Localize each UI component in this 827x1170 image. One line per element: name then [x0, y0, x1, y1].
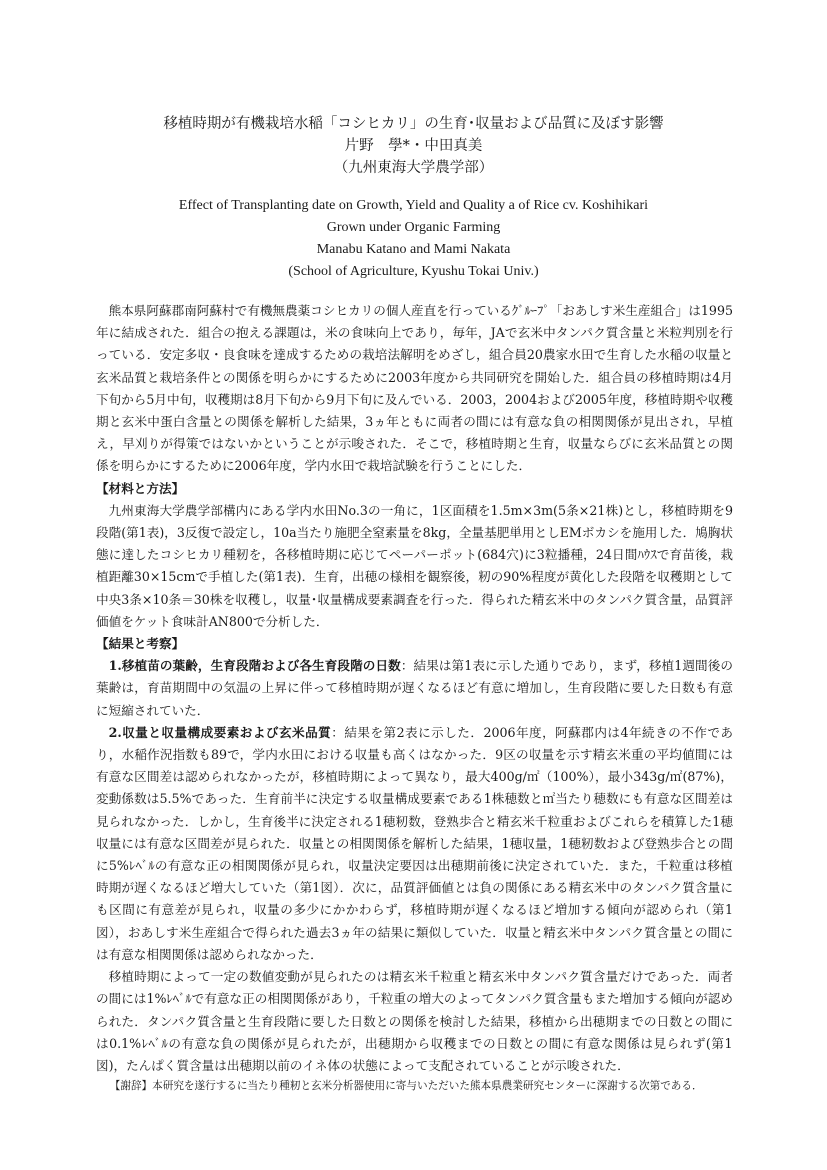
acknowledgement	[96, 1077, 733, 1095]
authors-en: Manabu Katano and Mami Nakata	[316, 242, 511, 257]
methods-heading: 【材料と方法】	[96, 480, 185, 496]
paper-title-en-line2: Grown under Organic Farming	[326, 220, 501, 235]
results-section-1-title: 1.移植苗の葉齢，生育段階および各生育段階の日数	[108, 658, 401, 674]
intro-paragraph: 熊本県阿蘇郡南阿蘇村で有機無農薬コシヒカリの個人産直を行っているｸﾞﾙｰﾌﾟ「おあしす米生産組合」は1995年に結成された．組合の抱える課題は，米の食味向上であり，毎年，JAで玄米中タンパク質含量と米粒判別を行っている．安定多収・良食味を達成するための栽培法解明をめざし，組合員20農家水田で生育した水稲の収量と玄米品質と栽培条件との関係を明らかにするために2003年度から共同研究を開始した．組合員の移植時期は4月下旬から5月中旬，収穫期は8月下旬から9月下旬に及んでいる．2003，2004および2005年度，移植時期や収穫期と玄米中蛋白含量との関係を解析した結果，3ヵ年ともに両者の間には有意な負の相関関係が見出され，早植え，早刈りが得策ではないかということが示唆された．そこで，移植時期と生育，収量ならびに玄米品質との関係を明らかにするために2006年度，学内水田で栽培試験を行うことにした．	[96, 303, 733, 474]
acknowledgement-text: 本研究を遂行するに当たり種籾と玄米分析器使用に寄与いただいた熊本県農業研究センターに深謝する次第である．	[152, 1080, 703, 1093]
results-section-2-text: ：結果を第2表に示した．2006年度，阿蘇郡内は4年続きの不作であり，水稲作況指数も89で，学内水田における収量も高くはなかった．9区の収量を示す精玄米重の平均値間には有意な区間差は認められなかったが，移植時期によって異なり，最大400g/㎡（100%），最小343g/㎡(87%)，変動係数は5.5%であった．生育前半に決定する収量構成要素である1株穂数と㎡当たり穂数にも有意な区間差は見られなかった．しかし，生育後半に決定される1穂籾数，登熟歩合と精玄米千粒重およびこれらを積算した1穂収量には有意な区間差が見られた．収量との相関関係を解析した結果，1穂収量，1穂籾数および登熟歩合との間に5%ﾚﾍﾞﾙの有意な正の相関関係が見られ，収量決定要因は出穂期前後に決定されていた．また，千粒重は移植時期が遅くなるほど増大していた（第1図）．次に，品質評価値とは負の関係にある精玄米中のタンパク質含量にも区間に有意差が見られ，収量の多少にかかわらず，移植時期が遅くなるほど増加する傾向が認められ（第1図），おあしす米生産組合で得られた過去3ヵ年の結果に類似していた．収量と精玄米中タンパク質含量との間には有意な相関関係は認められなかった．	[96, 724, 733, 962]
results-section-1	[96, 655, 733, 722]
japanese-header	[0, 113, 827, 179]
results-section-1-text: ：結果は第1表に示した通りであり，まず，移植1週間後の葉齢は，育苗期間中の気温の上昇に伴って移植時期が遅くなるほど有意に増加し，生育段階に要した日数も有意に短縮されていた．	[96, 658, 733, 718]
paper-body	[96, 300, 733, 1095]
paper-title-en-line1: Effect of Transplanting date on Growth, Yield and Quality a of Rice cv. Koshihikari	[178, 198, 649, 213]
authors-jp: 片野 學*・中田真美	[344, 138, 483, 154]
affiliation-en: (School of Agriculture, Kyushu Tokai Univ.)	[288, 264, 539, 279]
results-section-2-title: 2.収量と収量構成要素および玄米品質	[108, 724, 332, 740]
paper-title-jp: 移植時期が有機栽培水稲「コシヒカリ」の生育･収量および品質に及ぼす影響	[163, 116, 664, 132]
methods-paragraph: 九州東海大学農学部構内にある学内水田No.3の一角に，1区面積を1.5m×3m(5条×21株)とし，移植時期を9段階(第1表)，3反復で設定し，10a当たり施肥全窒素量を8kg，全量基肥単用としEMボカシを施用した．鳩胸状態に達したコシヒカリ種籾を，各移植時期に応じてペーパーポット(684穴)に3粒播種，24日間ﾊｳｽで育苗後，栽植距離30×15cmで手植した(第1表)．生育，出穂の様相を観察後，籾の90%程度が黄化した段階を収穫期として中央3条×10条＝30株を収穫し，収量･収量構成要素調査を行った．得られた精玄米中のタンパク質含量，品質評価値をケット食味計AN800で分析した．	[96, 502, 733, 629]
results-section-2	[96, 722, 733, 966]
results-paragraph-3: 移植時期によって一定の数値変動が見られたのは精玄米千粒重と精玄米中タンパク質含量だけであった．両者の間には1%ﾚﾍﾞﾙで有意な正の相関関係があり，千粒重の増大のよってタンパク質含量もまた増加する傾向が認められた．タンパク質含量と生育段階に要した日数との関係を検討した結果，移植から出穂期までの日数との間には0.1%ﾚﾍﾞﾙの有意な負の関係が見られたが，出穂期から収穫までの日数との間に有意な関係は見られず(第1図)，たんぱく質含量は出穂期以前のイネ体の状態によって支配されていることが示唆された．	[96, 969, 733, 1073]
results-heading: 【結果と考察】	[96, 636, 185, 652]
english-header	[0, 195, 827, 283]
acknowledgement-label: 【謝辞】	[109, 1080, 153, 1093]
affiliation-jp: （九州東海大学農学部）	[333, 160, 494, 176]
